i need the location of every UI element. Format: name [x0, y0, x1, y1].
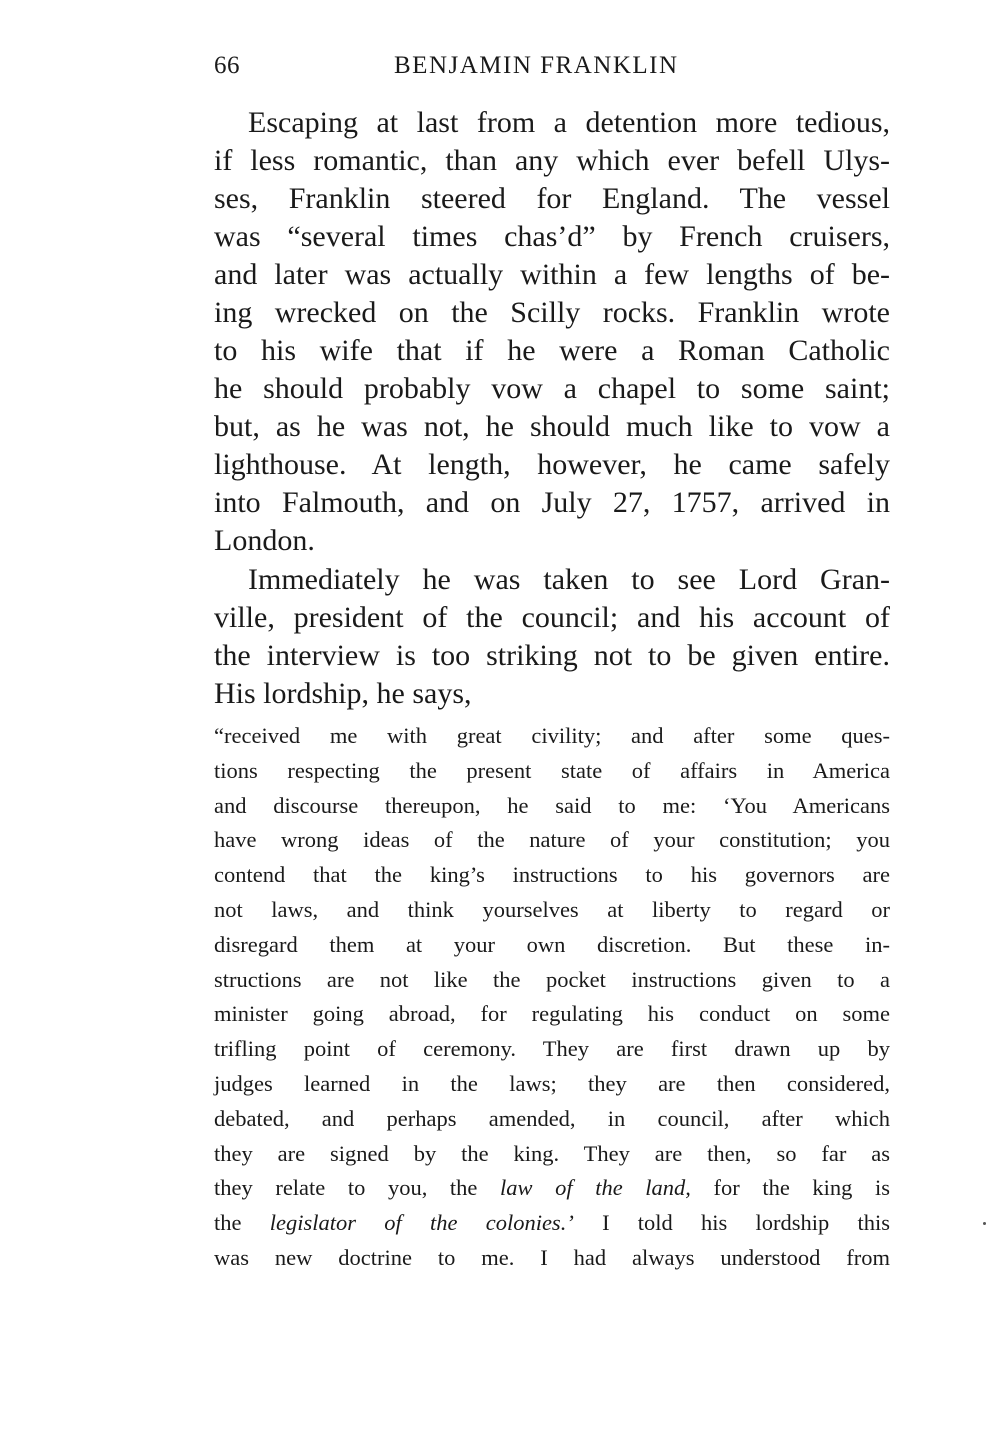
extract-line: and discourse thereupon, he said to me: ‘You Americans — [214, 792, 890, 818]
extract-line — [214, 1171, 890, 1206]
text-line: ville, president of the council; and his account of — [214, 601, 890, 634]
extract-text: they relate to you, the — [214, 1175, 478, 1201]
extract-line: debated, and perhaps amended, in council, after which — [214, 1105, 890, 1131]
extract-line: contend that the king’s instructions to his governors are — [214, 862, 890, 888]
extract-italic-text: legislator of the colonies.’ — [269, 1210, 574, 1236]
text-line: if less romantic, than any which ever befell Ulys- — [214, 144, 890, 177]
text-line: ing wrecked on the Scilly rocks. Franklin wrote — [214, 296, 890, 329]
extract-line: disregard them at your own discretion. But these in- — [214, 931, 890, 957]
extract-line: have wrong ideas of the nature of your constitution; you — [214, 827, 890, 853]
text-line: Escaping at last from a detention more tedious, — [248, 106, 890, 139]
text-line: ses, Franklin steered for England. The vessel — [214, 182, 890, 215]
text-line: and later was actually within a few lengths of be- — [214, 258, 890, 291]
page-number: 66 — [214, 52, 240, 79]
extract-line: structions are not like the pocket instructions given to a — [214, 966, 890, 992]
extract-line: tions respecting the present state of affairs in America — [214, 757, 890, 783]
extract-line: judges learned in the laws; they are then considered, — [214, 1070, 890, 1096]
running-head — [214, 52, 890, 88]
text-line: he should probably vow a chapel to some saint; — [214, 372, 890, 405]
text-line: the interview is too striking not to be given entire. — [214, 639, 890, 672]
extract-line: minister going abroad, for regulating his conduct on some — [214, 1001, 890, 1027]
text-line: Immediately he was taken to see Lord Gran- — [248, 563, 890, 596]
extract-line: trifling point of ceremony. They are first drawn up by — [214, 1036, 890, 1062]
text-line: lighthouse. At length, however, he came safely — [214, 448, 890, 481]
quoted-extract — [214, 719, 890, 1276]
extract-italic-text: law of the land, — [500, 1175, 691, 1201]
extract-line — [214, 1206, 890, 1241]
extract-line: was new doctrine to me. I had always understood from — [214, 1244, 890, 1270]
running-title: BENJAMIN FRANKLIN — [394, 52, 679, 79]
paragraph-immediately — [214, 561, 890, 713]
text-line: London. — [214, 524, 315, 557]
extract-text: the — [214, 1210, 242, 1236]
text-line: but, as he was not, he should much like to vow a — [214, 410, 890, 443]
text-line: was “several times chas’d” by French cruisers, — [214, 220, 890, 253]
scan-speck — [983, 1222, 986, 1225]
text-line: His lordship, he says, — [214, 677, 472, 710]
paragraph-escaping — [214, 104, 890, 560]
extract-line: not laws, and think yourselves at liberty to regard or — [214, 896, 890, 922]
extract-line: “received me with great civility; and after some ques- — [214, 723, 890, 748]
extract-text: for the king is — [713, 1175, 891, 1201]
extract-line: they are signed by the king. They are then, so far as — [214, 1140, 890, 1166]
text-line: to his wife that if he were a Roman Catholic — [214, 334, 890, 367]
text-line: into Falmouth, and on July 27, 1757, arrived in — [214, 486, 890, 519]
extract-text: I told his lordship this — [602, 1210, 891, 1236]
